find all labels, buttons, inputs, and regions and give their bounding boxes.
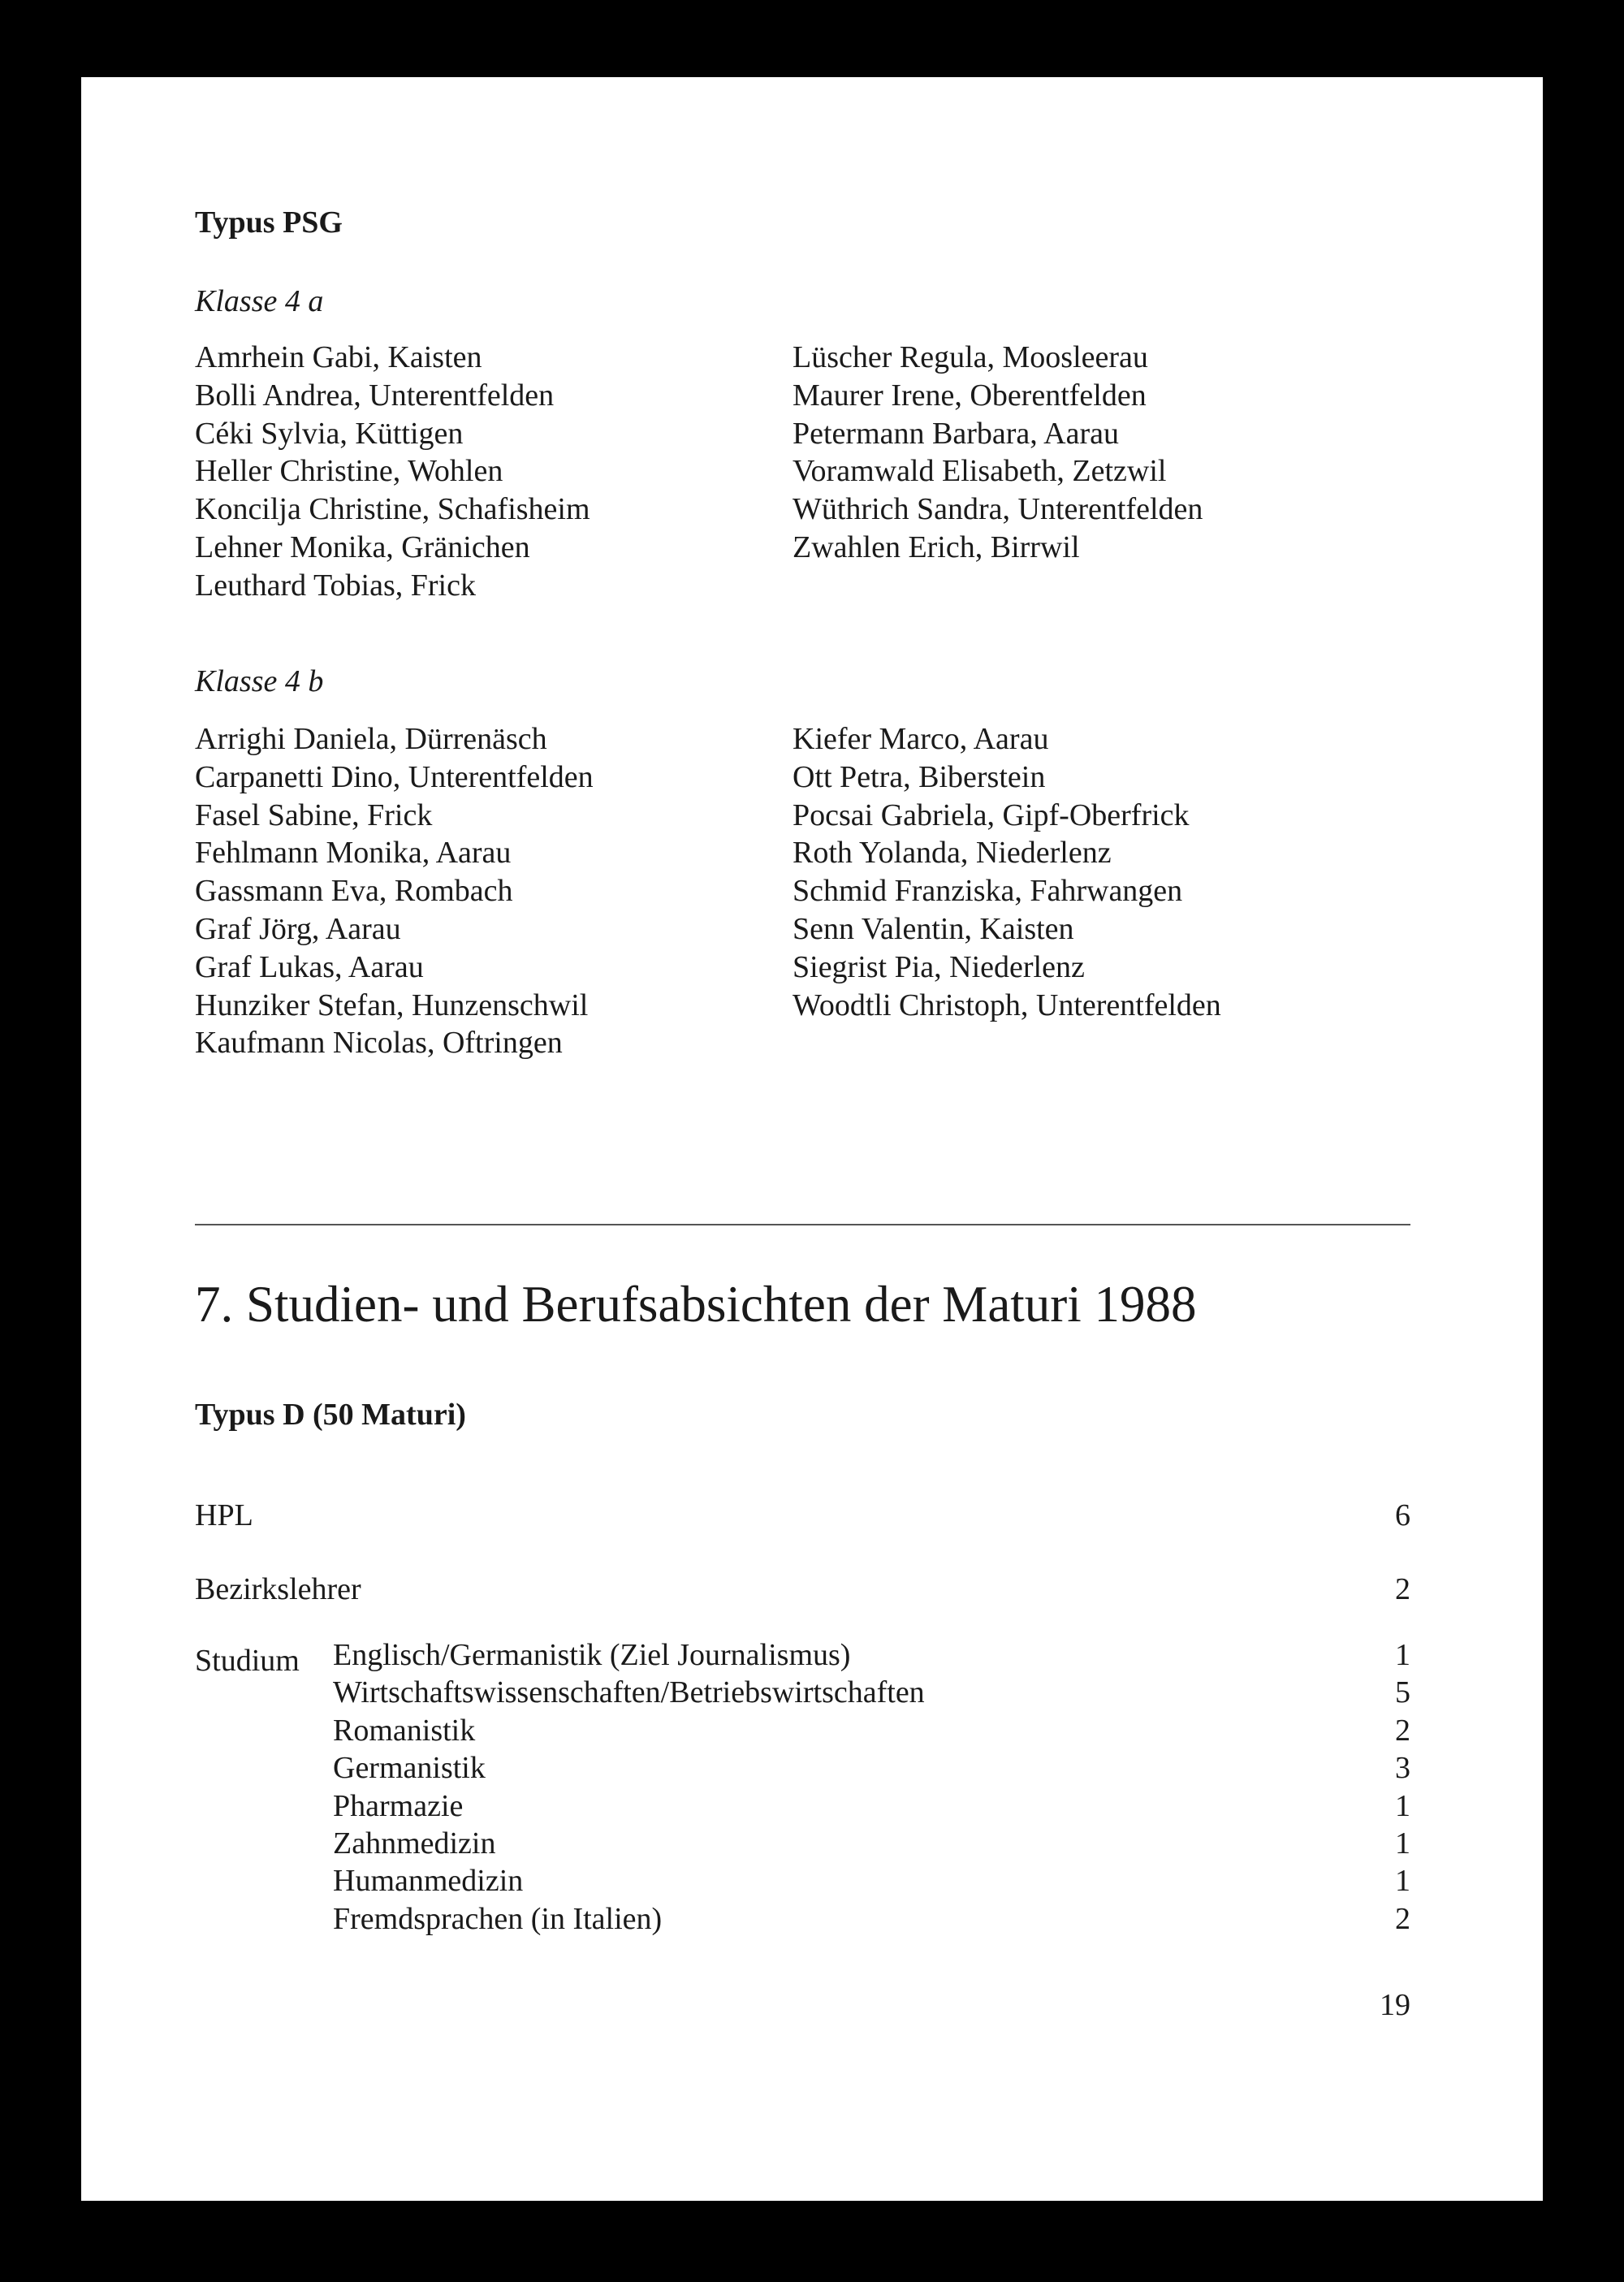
- list-item: Lehner Monika, Gränichen: [195, 529, 530, 564]
- list-item: [333, 1674, 1410, 1711]
- list-item: Wüthrich Sandra, Unterentfelden: [793, 492, 1203, 527]
- list-item: Graf Lukas, Aarau: [195, 949, 424, 984]
- list-item: Fasel Sabine, Frick: [195, 797, 433, 832]
- study-count: 1: [1395, 1788, 1410, 1823]
- list-item: Carpanetti Dino, Unterentfelden: [195, 759, 594, 794]
- studium-list: [333, 1636, 1410, 1938]
- study-subject: Germanistik: [333, 1751, 486, 1786]
- study-subject: Englisch/Germanistik (Ziel Journalismus): [333, 1638, 851, 1672]
- list-item: Ott Petra, Biberstein: [793, 759, 1046, 794]
- hpl-label: HPL: [195, 1498, 253, 1532]
- list-item: Heller Christine, Wohlen: [195, 454, 503, 489]
- study-subject: Fremdsprachen (in Italien): [333, 1901, 663, 1936]
- study-count: 1: [1395, 1864, 1410, 1899]
- klasse-4b-left-list: [195, 720, 594, 1062]
- klasse-4b-label: Klasse 4 b: [195, 664, 324, 698]
- list-item: Gassmann Eva, Rombach: [195, 874, 513, 909]
- study-count: 1: [1395, 1826, 1410, 1861]
- list-item: Amrhein Gabi, Kaisten: [195, 340, 482, 374]
- list-item: Céki Sylvia, Küttigen: [195, 416, 464, 451]
- list-item: Pocsai Gabriela, Gipf-Oberfrick: [793, 797, 1190, 832]
- study-subject: Pharmazie: [333, 1788, 464, 1823]
- document-page: [81, 77, 1543, 2201]
- study-count: 1: [1395, 1638, 1410, 1672]
- typus-d-heading: Typus D (50 Maturi): [195, 1398, 466, 1432]
- list-item: Roth Yolanda, Niederlenz: [793, 836, 1112, 871]
- list-item: Siegrist Pia, Niederlenz: [793, 949, 1085, 984]
- study-subject: Humanmedizin: [333, 1864, 524, 1899]
- list-item: Kiefer Marco, Aarau: [793, 722, 1049, 756]
- list-item: Kaufmann Nicolas, Oftringen: [195, 1026, 563, 1061]
- study-subject: Wirtschaftswissenschaften/Betriebswirtschaften: [333, 1675, 925, 1710]
- study-count: 5: [1395, 1675, 1410, 1710]
- list-item: Arrighi Daniela, Dürrenäsch: [195, 722, 547, 756]
- psg-heading: Typus PSG: [195, 205, 343, 240]
- list-item: Graf Jörg, Aarau: [195, 911, 401, 946]
- study-count: 3: [1395, 1751, 1410, 1786]
- list-item: [333, 1712, 1410, 1749]
- klasse-4b-right-list: [793, 720, 1221, 1024]
- list-item: [333, 1636, 1410, 1674]
- section-divider: [195, 1224, 1410, 1225]
- list-item: Koncilja Christine, Schafisheim: [195, 492, 590, 527]
- list-item: Woodtli Christoph, Unterentfelden: [793, 988, 1221, 1022]
- list-item: Voramwald Elisabeth, Zetzwil: [793, 454, 1167, 489]
- list-item: Bolli Andrea, Unterentfelden: [195, 378, 555, 413]
- hpl-count: 6: [1395, 1498, 1410, 1532]
- list-item: Maurer Irene, Oberentfelden: [793, 378, 1147, 413]
- list-item: Fehlmann Monika, Aarau: [195, 836, 512, 871]
- list-item: Lüscher Regula, Moosleerau: [793, 340, 1148, 374]
- list-item: Leuthard Tobias, Frick: [195, 568, 476, 603]
- study-count: 2: [1395, 1713, 1410, 1748]
- bezirkslehrer-count: 2: [1395, 1572, 1410, 1606]
- section-title: 7. Studien- und Berufsabsichten der Maturi 1988: [195, 1276, 1197, 1333]
- list-item: Schmid Franziska, Fahrwangen: [793, 874, 1183, 909]
- list-item: [333, 1825, 1410, 1862]
- list-item: [333, 1749, 1410, 1787]
- study-subject: Romanistik: [333, 1713, 476, 1748]
- klasse-4a-label: Klasse 4 a: [195, 284, 324, 318]
- list-item: [333, 1862, 1410, 1900]
- list-item: [333, 1900, 1410, 1938]
- klasse-4a-right-list: [793, 339, 1203, 567]
- list-item: [333, 1787, 1410, 1825]
- studium-label: Studium: [195, 1644, 300, 1678]
- list-item: Hunziker Stefan, Hunzenschwil: [195, 988, 589, 1022]
- list-item: Senn Valentin, Kaisten: [793, 911, 1074, 946]
- list-item: Zwahlen Erich, Birrwil: [793, 529, 1080, 564]
- list-item: Petermann Barbara, Aarau: [793, 416, 1119, 451]
- bezirkslehrer-label: Bezirkslehrer: [195, 1572, 361, 1606]
- klasse-4a-left-list: [195, 339, 590, 605]
- study-count: 2: [1395, 1901, 1410, 1936]
- page-number: 19: [1380, 1988, 1410, 2022]
- study-subject: Zahnmedizin: [333, 1826, 496, 1861]
